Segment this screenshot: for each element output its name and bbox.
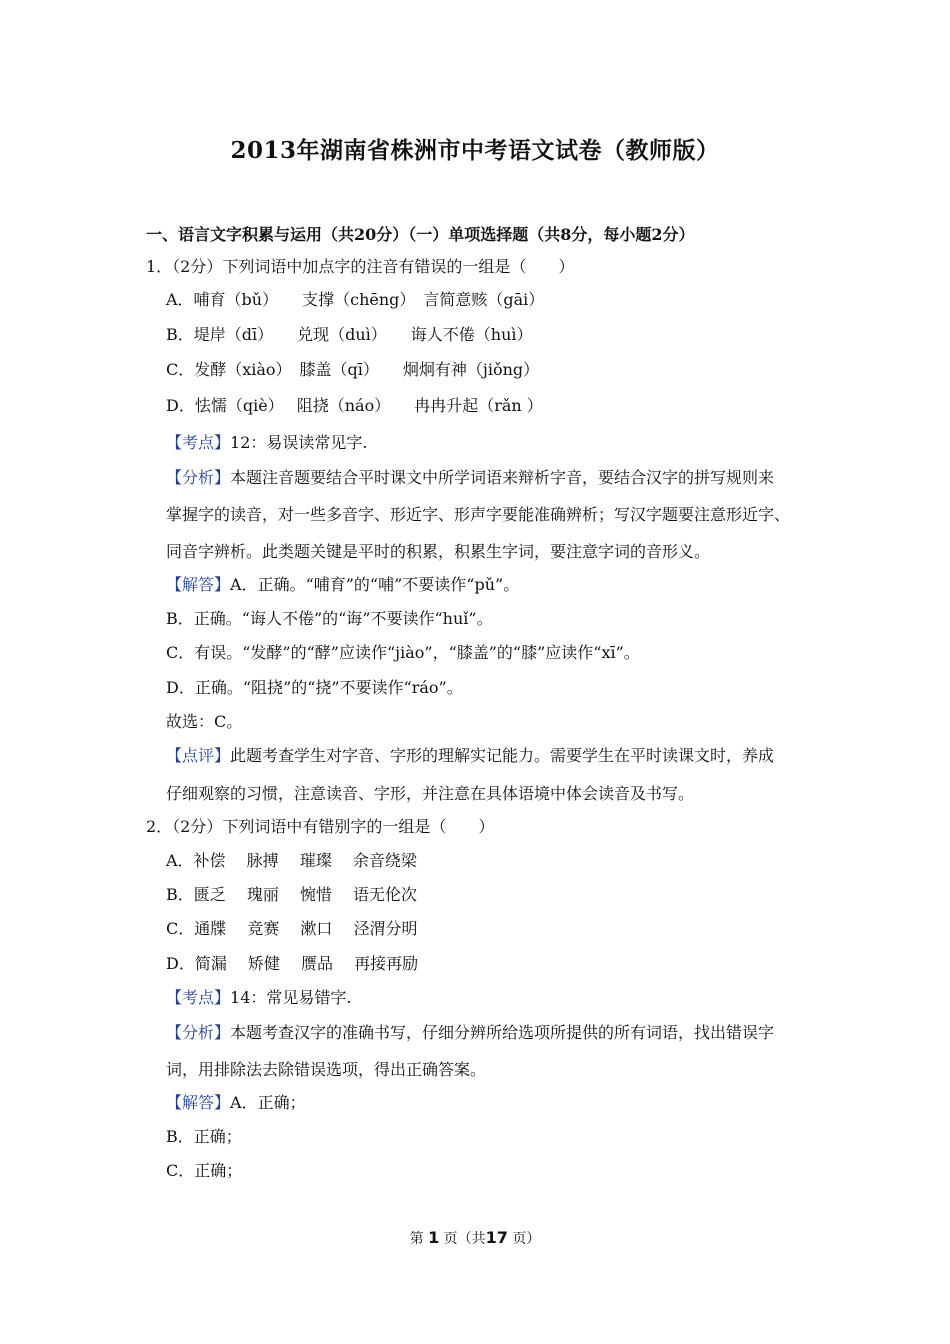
kaodian-text: 12：易误读常见字. bbox=[230, 433, 368, 452]
q1-jieda-line-4: D．正确。“阻挠”的“挠”不要读作“ráo”。 bbox=[166, 678, 463, 697]
q2-fenxi-line-2: 词，用排除法去除错误选项，得出正确答案。 bbox=[166, 1060, 487, 1079]
footer-middle: 页（共 bbox=[443, 1231, 486, 1247]
q2-jieda-line-2: B．正确； bbox=[166, 1127, 242, 1146]
q1-jieda-line-2: B．正确。“诲人不倦”的“诲”不要读作“huǐ”。 bbox=[166, 609, 493, 628]
q2-kaodian bbox=[166, 987, 351, 1009]
footer-page-number: 1 bbox=[428, 1228, 440, 1247]
q1-answer: 故选：C。 bbox=[166, 712, 243, 731]
q1-kaodian bbox=[166, 432, 367, 454]
fenxi-text: 本题考查汉字的准确书写，仔细分辨所给选项所提供的所有词语，找出错误字 bbox=[230, 1023, 775, 1042]
dianping-text: 此题考查学生对字音、字形的理解实记能力。需要学生在平时读课文时，养成 bbox=[230, 746, 775, 765]
jieda-text: A．正确； bbox=[230, 1093, 306, 1112]
jieda-text: A．正确。“哺育”的“哺”不要读作“pǔ”。 bbox=[230, 575, 520, 594]
q1-option-b: B．堤岸（dī） 兑现（duì） 诲人不倦（huì） bbox=[166, 325, 533, 344]
footer-suffix: 页） bbox=[512, 1231, 541, 1247]
kaodian-tag: 【考点】 bbox=[166, 433, 231, 452]
page-title: 2013年湖南省株洲市中考语文试卷（教师版） bbox=[230, 137, 720, 164]
q1-option-c: C．发酵（xiào） 膝盖（qī） 炯炯有神（jiǒng） bbox=[166, 360, 540, 379]
question-2-stem: 2．（2分）下列词语中有错别字的一组是（ ） bbox=[146, 817, 495, 836]
q2-jieda-line-1 bbox=[166, 1092, 306, 1114]
q1-jieda-line-3: C．有误。“发酵”的“酵”应读作“jiào”，“膝盖”的“膝”应读作“xī”。 bbox=[166, 643, 640, 662]
footer-total-pages: 17 bbox=[485, 1228, 508, 1247]
page-footer bbox=[0, 1228, 950, 1248]
kaodian-tag: 【考点】 bbox=[166, 988, 231, 1007]
q1-jieda-line-1 bbox=[166, 574, 519, 596]
fenxi-text: 本题注音题要结合平时课文中所学词语来辩析字音，要结合汉字的拼写规则来 bbox=[230, 468, 775, 487]
fenxi-tag: 【分析】 bbox=[166, 1023, 231, 1042]
footer-prefix: 第 bbox=[409, 1231, 424, 1247]
q1-option-d: D．怯懦（qiè） 阻挠（náo） 冉冉升起（rǎn ） bbox=[166, 396, 543, 415]
q2-option-a: A．补偿 脉搏 璀璨 余音绕梁 bbox=[166, 851, 417, 870]
q2-option-d: D．简漏 矫健 赝品 再接再励 bbox=[166, 954, 419, 973]
q2-jieda-line-3: C．正确； bbox=[166, 1161, 243, 1180]
q1-fenxi-line-1 bbox=[166, 467, 774, 489]
q1-fenxi-line-3: 同音字辨析。此类题关键是平时的积累，积累生字词，要注意字词的音形义。 bbox=[166, 542, 711, 561]
q1-dianping-line-2: 仔细观察的习惯，注意读音、字形，并注意在具体语境中体会读音及书写。 bbox=[166, 784, 695, 803]
kaodian-text: 14：常见易错字. bbox=[230, 988, 352, 1007]
jieda-tag: 【解答】 bbox=[166, 1093, 231, 1112]
fenxi-tag: 【分析】 bbox=[166, 468, 231, 487]
jieda-tag: 【解答】 bbox=[166, 575, 231, 594]
q2-option-c: C．通牒 竞赛 漱口 泾渭分明 bbox=[166, 919, 418, 938]
q2-option-b: B．匮乏 瑰丽 惋惜 语无伦次 bbox=[166, 885, 418, 904]
q1-fenxi-line-2: 掌握字的读音，对一些多音字、形近字、形声字要能准确辨析；写汉字题要注意形近字、 bbox=[166, 505, 791, 524]
q1-dianping-line-1 bbox=[166, 745, 774, 767]
section-heading: 一、语言文字积累与运用（共20分）（一）单项选择题（共8分，每小题2分） bbox=[146, 225, 695, 244]
dianping-tag: 【点评】 bbox=[166, 746, 231, 765]
q1-option-a: A．哺育（bǔ） 支撑（chēng） 言简意赅（gāi） bbox=[166, 290, 545, 309]
q2-fenxi-line-1 bbox=[166, 1022, 774, 1044]
question-1-stem: 1．（2分）下列词语中加点字的注音有错误的一组是（ ） bbox=[146, 257, 575, 276]
